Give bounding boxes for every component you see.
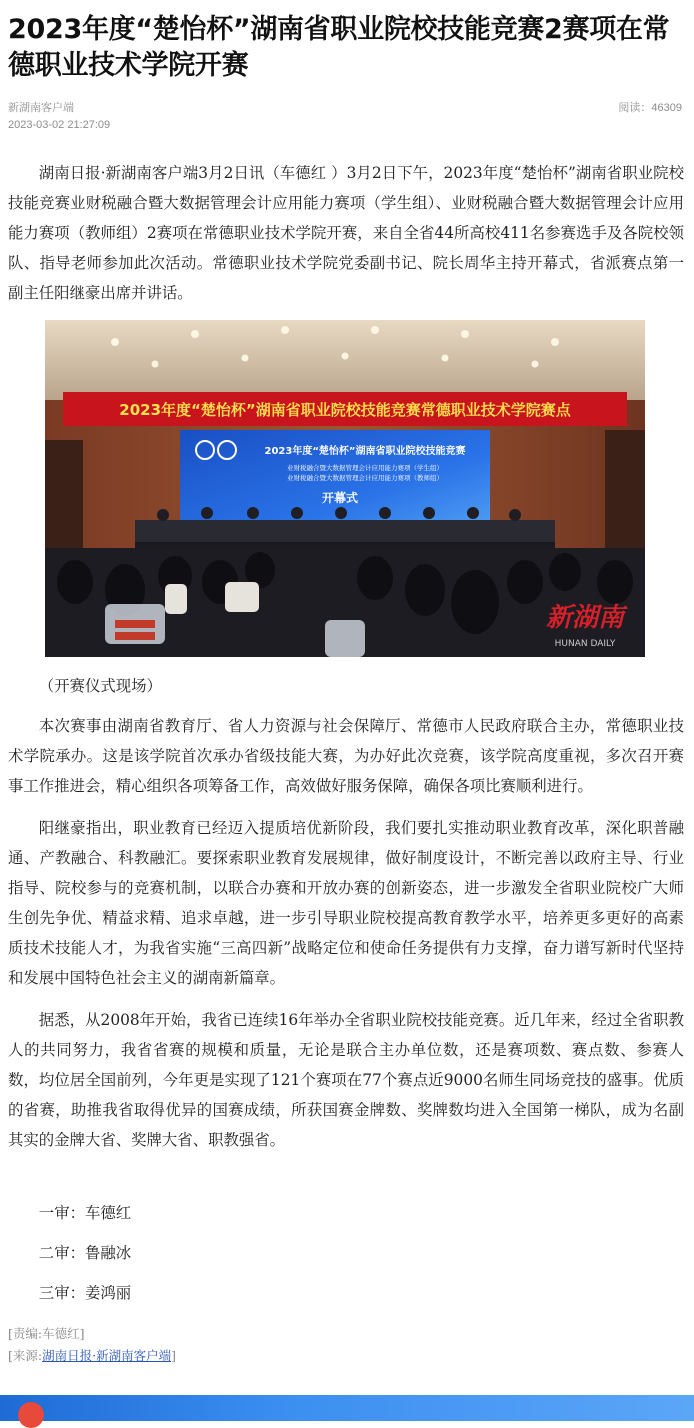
article-title: 2023年度“楚怡杯”湖南省职业院校技能竞赛2赛项在常德职业技术学院开赛 (8, 14, 670, 81)
source-suffix: ] (171, 1348, 176, 1363)
photo-caption: （开赛仪式现场） (38, 677, 162, 695)
article-source: 新湖南客户端 (8, 102, 74, 114)
article-photo[interactable] (45, 320, 645, 657)
article-body (8, 158, 684, 1367)
article-meta (8, 100, 684, 134)
watermark-en: HUNAN DAILY (554, 639, 616, 649)
screen-ceremony: 开幕式 (321, 491, 359, 505)
source-link[interactable]: 湖南日报·新湖南客户端 (42, 1348, 172, 1363)
editor-label: [责编:车德红] (8, 1326, 85, 1341)
banner-text: 2023年度“楚怡杯”湖南省职业院校技能竞赛常德职业技术学院赛点 (119, 401, 571, 419)
view-count (618, 100, 682, 117)
screen-line-1: 业财税融合暨大数据管理会计应用能力赛项（学生组） (287, 464, 443, 472)
source-line (8, 1345, 684, 1367)
reviewer-second: 二审：鲁融冰 (38, 1244, 132, 1262)
footer-app-banner[interactable] (0, 1395, 694, 1421)
paragraph-1: 湖南日报·新湖南客户端3月2日讯（车德红 ）3月2日下午，2023年度“楚怡杯”湖南省职业院校技能竞赛业财税融合暨大数据管理会计应用能力赛项（学生组）、业财税融合暨大数据管理会计应用能力赛项（教师组）2赛项在常德职业技术学院开赛，来自全省44所高校411名参赛选手及各院校领队、指导老师参加此次活动。常德职业技术学院党委副书记、院长周华主持开幕式，省派赛点第一副主任阳继豪出席并讲话。 (8, 164, 684, 302)
screen-title: 2023年度“楚怡杯”湖南省职业院校技能竞赛 (264, 446, 466, 457)
paragraph-2: 本次赛事由湖南省教育厅、省人力资源与社会保障厅、常德市人民政府联合主办，常德职业技术学院承办。这是该学院首次承办省级技能大赛，为办好此次竞赛，该学院高度重视，多次召开赛事工作推进会，精心组织各项筹备工作，高效做好服务保障，确保各项比赛顺利进行。 (8, 717, 684, 795)
reviewer-first: 一审：车德红 (38, 1204, 132, 1222)
reviewer-third: 三审：姜鸿丽 (38, 1284, 132, 1302)
app-logo-icon (18, 1402, 44, 1428)
source-info (8, 1323, 684, 1367)
source-prefix: [来源: (8, 1348, 43, 1363)
paragraph-4: 据悉，从2008年开始，我省已连续16年举办全省职业院校技能竞赛。近几年来，经过全省职教人的共同努力，我省省赛的规模和质量，无论是联合主办单位数，还是赛项数、赛点数、参赛人数，均位居全国前列，今年更是实现了121个赛项在77个赛点近9000名师生同场竞技的盛事。优质的省赛，助推我省取得优异的国赛成绩，所获国赛金牌数、奖牌数均进入全国第一梯队，成为名副其实的金牌大省、奖牌大省、职教强省。 (8, 1011, 684, 1149)
view-count-label: 阅读： (618, 102, 652, 114)
view-count-value: 46309 (651, 102, 682, 114)
paragraph-3: 阳继豪指出，职业教育已经迈入提质培优新阶段，我们要扎实推动职业教育改革，深化职普融通、产教融合、科教融汇。要探索职业教育发展规律，做好制度设计，不断完善以政府主导、行业指导、院校参与的竞赛机制，以联合办赛和开放办赛的创新姿态，进一步激发全省职业院校广大师生创先争优、精益求精、追求卓越，进一步引导职业院校提高教育教学水平，培养更多更好的高素质技术技能人才，为我省实施“三高四新”战略定位和使命任务提供有力支撑，奋力谱写新时代坚持和发展中国特色社会主义的湖南新篇章。 (8, 819, 684, 987)
watermark-logo: 新湖南 (545, 603, 625, 633)
reviewer-list (8, 1193, 684, 1313)
screen-line-2: 业财税融合暨大数据管理会计应用能力赛项（教师组） (287, 474, 443, 482)
publish-time: 2023-03-02 21:27:09 (8, 119, 111, 131)
